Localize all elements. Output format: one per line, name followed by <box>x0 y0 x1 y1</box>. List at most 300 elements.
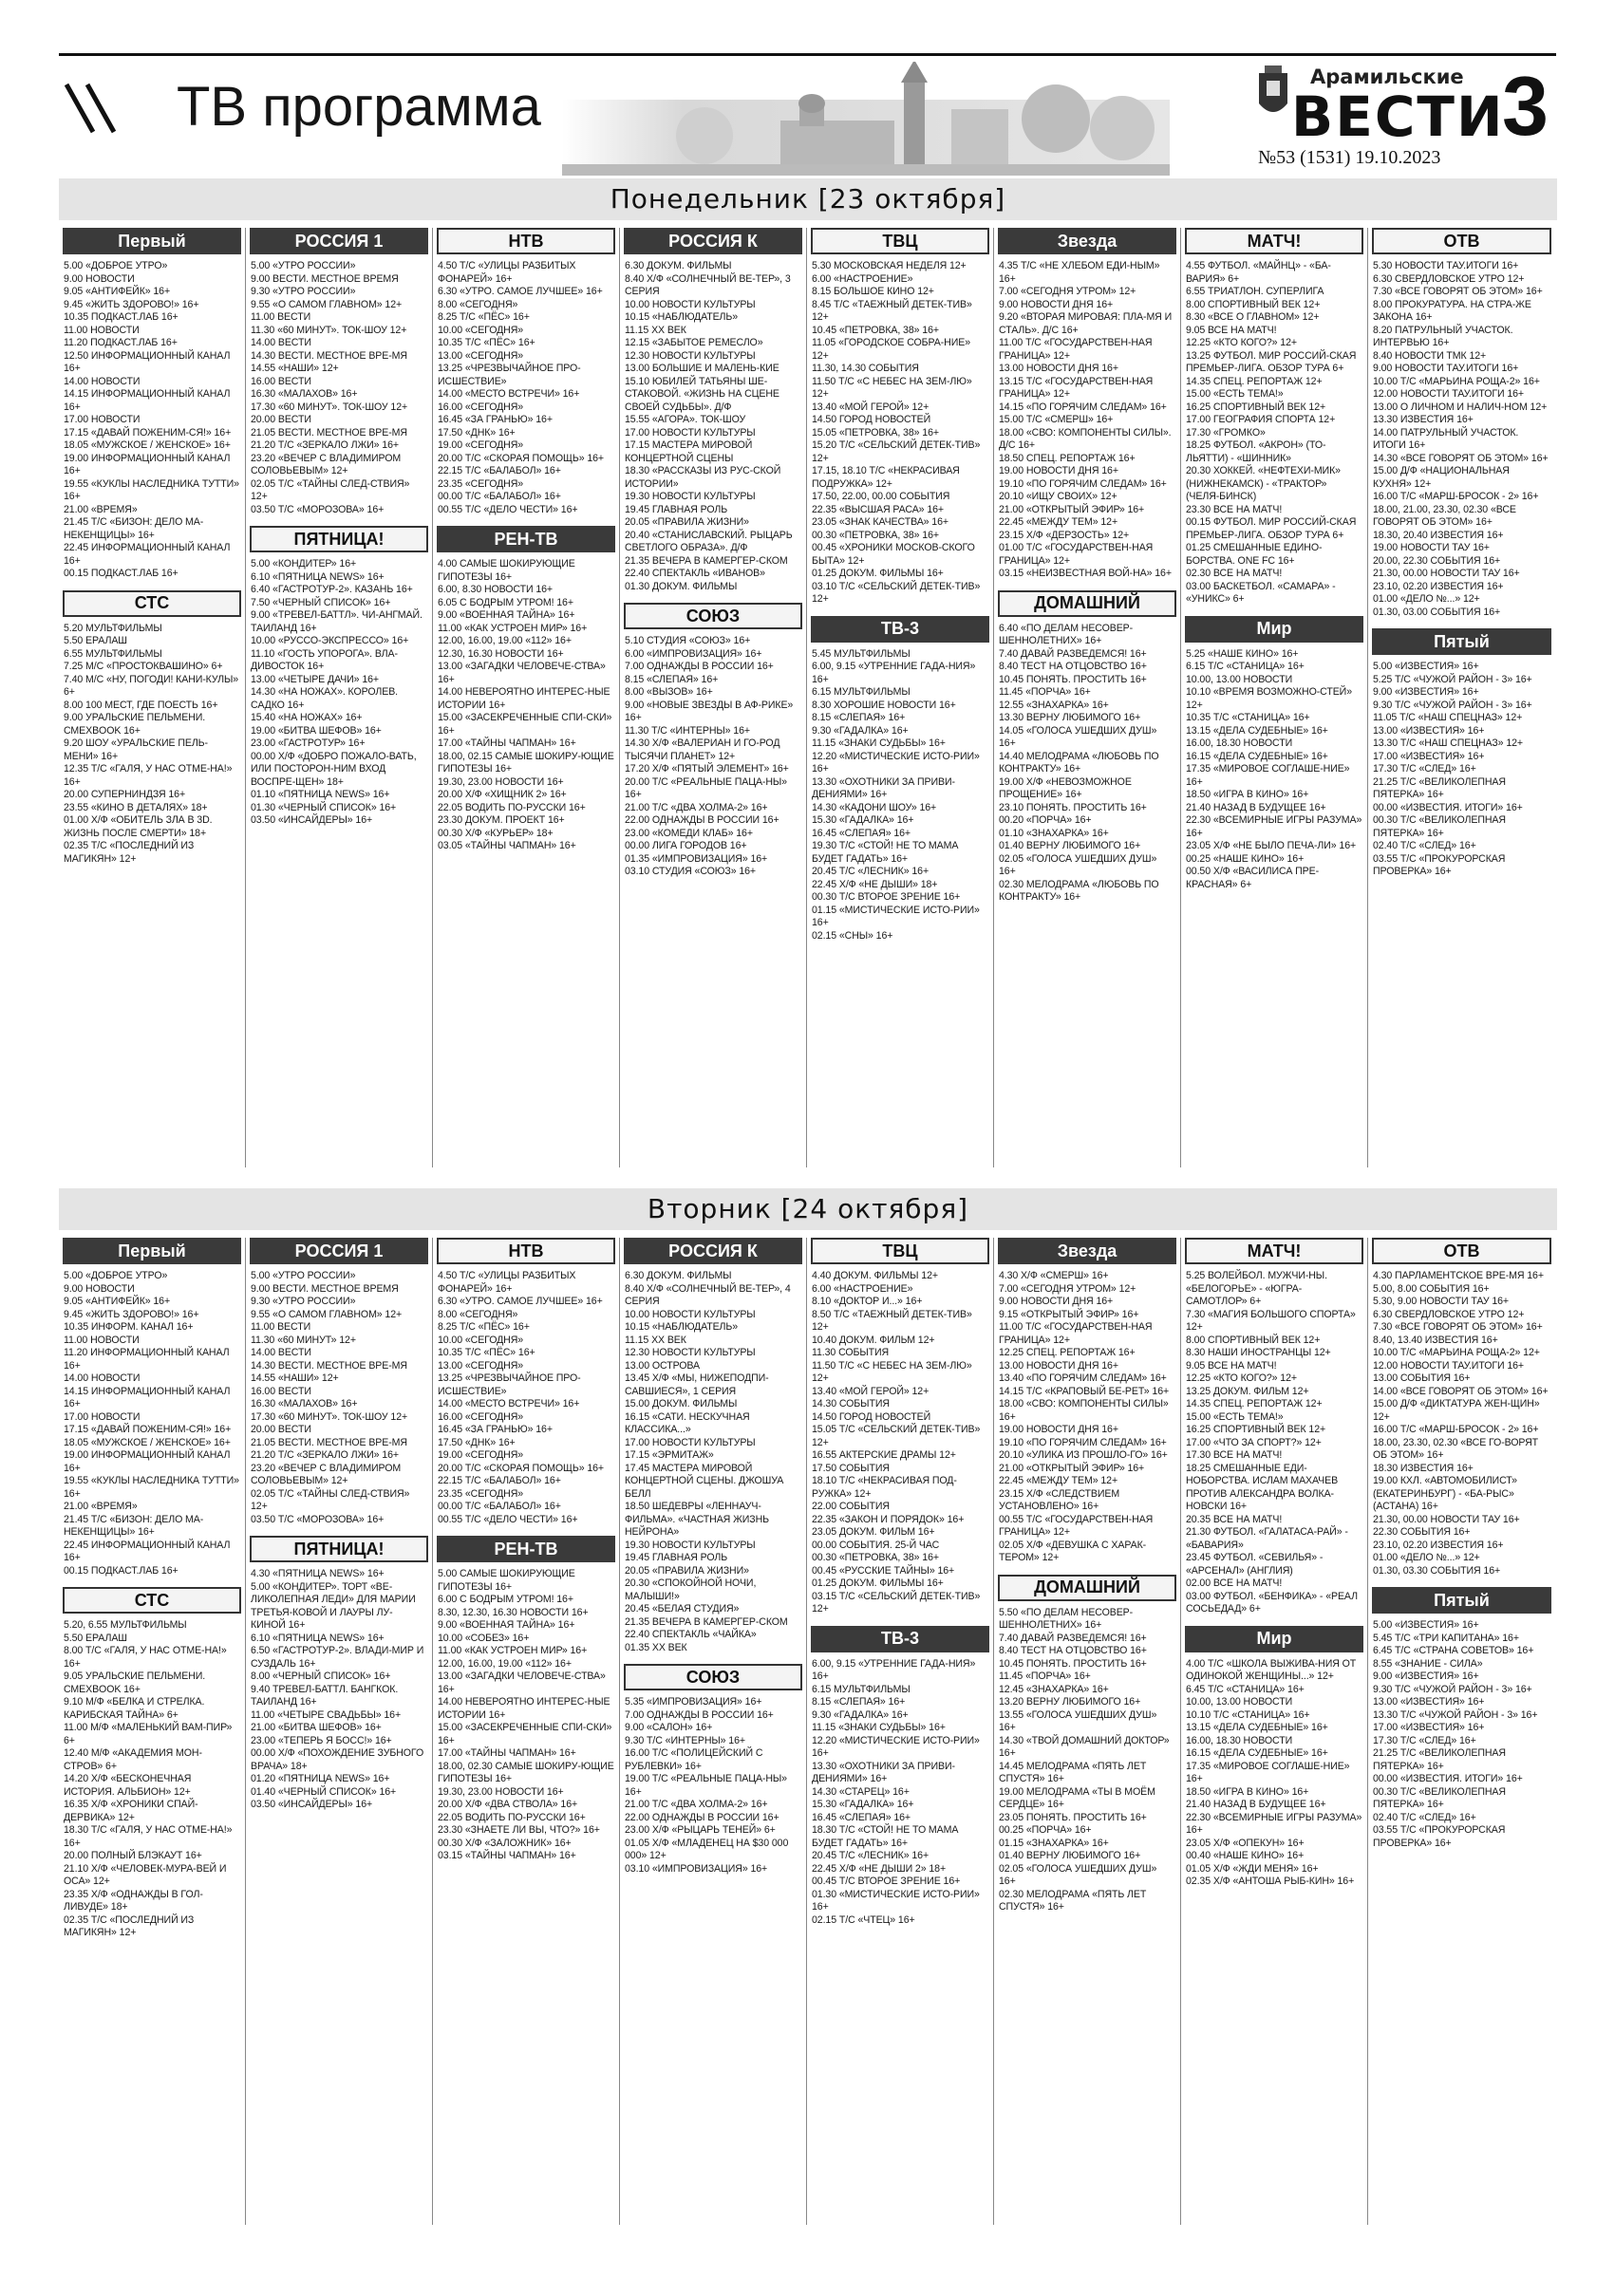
program-item: 19.00 Т/С «РЕАЛЬНЫЕ ПАЦА-НЫ» 16+ <box>625 1773 787 1798</box>
program-item: 19.00 «СЕГОДНЯ» <box>438 439 524 451</box>
program-list <box>62 1619 242 1940</box>
channel-name: РОССИЯ К <box>668 231 758 251</box>
program-item: 21.00 «ОТКРЫТЫЙ ЭФИР» 16+ <box>999 503 1145 515</box>
program-item: 01.35 «ИМПРОВИЗАЦИЯ» 16+ <box>625 852 768 865</box>
program-item: 00.45 «ХРОНИКИ МОСКОВ-СКОГО БЫТА» 12+ <box>812 542 975 567</box>
program-item: 22.15 Т/С «БАЛАБОЛ» 16+ <box>438 465 561 476</box>
program-item: 18.30 «РАССКАЗЫ ИЗ РУС-СКОЙ ИСТОРИИ» <box>625 465 781 490</box>
program-item: 11.50 Т/С «С НЕБЕС НА ЗЕМ-ЛЮ» 12+ <box>812 375 972 400</box>
program-item: 5.50 «ПО ДЕЛАМ НЕСОВЕР-ШЕННОЛЕТНИХ» 16+ <box>999 1606 1134 1631</box>
program-item: 20.00, 22.30 СОБЫТИЯ 16+ <box>1373 554 1501 567</box>
program-item: 21.45 Т/С «БИЗОН: ДЕЛО МА-НЕКЕНЩИЦЫ» 16+ <box>64 516 204 541</box>
program-item: 20.45 «БЕЛАЯ СТУДИЯ» <box>625 1603 740 1615</box>
program-item: 23.30 ВСЕ НА МАТЧ! <box>1186 503 1283 515</box>
program-item: 14.35 СПЕЦ. РЕПОРТАЖ 12+ <box>1186 1398 1323 1409</box>
program-item: 13.00 О ЛИЧНОМ И НАЛИЧ-НОМ 12+ <box>1373 401 1548 413</box>
program-item: 14.00 НОВОСТИ <box>64 375 141 387</box>
program-item: 14.15 ИНФОРМАЦИОННЫЙ КАНАЛ 16+ <box>64 388 231 413</box>
program-item: 20.35 ВСЕ НА МАТЧ! <box>1186 1513 1283 1525</box>
program-item: 19.30 Т/С «СТОЙ! НЕ ТО МАМА БУДЕТ ГАДАТЬ» 16+ <box>812 840 959 865</box>
program-item: 00.15 ФУТБОЛ. МИР РОССИЙ-СКАЯ ПРЕМЬЕР-ЛИГА. ОБЗОР ТУРА 6+ <box>1186 516 1357 541</box>
channel-column-отв <box>1368 228 1555 1167</box>
program-item: 17.50, 22.00, 00.00 СОБЫТИЯ <box>812 491 950 502</box>
channel-header-звезда <box>998 228 1176 254</box>
program-list <box>623 635 803 879</box>
program-item: 23.15 Х/Ф «ДЕРЗОСТЬ» 12+ <box>999 529 1130 541</box>
program-item: 11.20 ПОДКАСТ.ЛАБ 16+ <box>64 337 178 348</box>
program-item: 10.35 Т/С «ПЁС» 16+ <box>438 337 535 348</box>
program-item: 18.00 «СВО: КОМПОНЕНТЫ СИЛЫ». Д/С 16+ <box>999 426 1172 451</box>
program-item: 14.00 ВЕСТИ <box>251 337 311 348</box>
channel-header-россия-к <box>624 1238 802 1264</box>
program-item: 13.00 НОВОСТИ ДНЯ 16+ <box>999 1359 1118 1372</box>
program-item: 9.20 ШОУ «УРАЛЬСКИЕ ПЕЛЬ-МЕНИ» 16+ <box>64 737 208 762</box>
channel-header-мир <box>1185 1626 1363 1652</box>
program-item: 10.45 ПОНЯТЬ. ПРОСТИТЬ 16+ <box>999 1657 1147 1670</box>
program-item: 18.00, 02.15 САМЫЕ ШОКИРУ-ЮЩИЕ ГИПОТЕЗЫ 16+ <box>438 750 614 775</box>
program-item: 16.25 СПОРТИВНЫЙ ВЕК 12+ <box>1186 401 1326 413</box>
program-item: 18.05 «МУЖСКОЕ / ЖЕНСКОЕ» 16+ <box>64 1436 231 1448</box>
program-item: 01.10 «ЗНАХАРКА» 16+ <box>999 827 1109 839</box>
program-item: 03.50 «ИНСАЙДЕРЫ» 16+ <box>251 814 373 826</box>
program-item: 02.30 ВСЕ НА МАТЧ! <box>1186 568 1283 579</box>
program-item: 21.00 «БИТВА ШЕФОВ» 16+ <box>251 1722 382 1733</box>
program-item: 12.25 «КТО КОГО?» 12+ <box>1186 337 1297 348</box>
program-item: 9.05 ВСЕ НА МАТЧ! <box>1186 324 1277 336</box>
channel-name: СТС <box>134 593 170 612</box>
program-item: 21.30, 00.00 НОВОСТИ ТАУ 16+ <box>1373 568 1520 579</box>
program-item: 17.35 «МИРОВОЕ СОГЛАШЕ-НИЕ» 16+ <box>1186 763 1350 788</box>
channel-name: РЕН-ТВ <box>494 1539 558 1559</box>
program-item: 9.40 ТРЕВЕЛ-БАТТЛ. БАНГКОК. ТАИЛАНД 16+ <box>251 1683 399 1708</box>
program-item: 18.30 Т/С «ГАЛЯ, У НАС ОТМЕ-НА!» 16+ <box>64 1824 233 1849</box>
program-item: 11.00 «КАК УСТРОЕН МИР» 16+ <box>438 622 588 634</box>
program-list <box>997 623 1177 905</box>
channel-block-мир <box>1184 1626 1364 1889</box>
program-item: 18.30 Т/С «СТОЙ! НЕ ТО МАМА БУДЕТ ГАДАТЬ» 16+ <box>812 1824 959 1849</box>
program-item: 18.00, 02.30 САМЫЕ ШОКИРУ-ЮЩИЕ ГИПОТЕЗЫ 16+ <box>438 1760 614 1784</box>
program-item: 19.00 Х/Ф «НЕВОЗМОЖНОЕ ПРОЩЕНИЕ» 16+ <box>999 775 1132 800</box>
program-item: 23.15 Х/Ф «СЛЕДСТВИЕМ УСТАНОВЛЕНО» 16+ <box>999 1487 1120 1512</box>
channel-name: ОТВ <box>1443 1241 1480 1260</box>
newspaper-logo-small: Арамильские <box>1310 65 1464 88</box>
program-item: 23.05 «ЗНАК КАЧЕСТВА» 16+ <box>812 516 948 528</box>
channel-header-мир <box>1185 616 1363 643</box>
program-item: 01.35 ХХ ВЕК <box>625 1641 687 1653</box>
program-item: 16.00 ВЕСТИ <box>251 1385 311 1397</box>
channel-header-россия-1 <box>250 228 428 254</box>
program-item: 20.00 СУПЕРНИНДЗЯ 16+ <box>64 789 186 800</box>
program-item: 11.00 НОВОСТИ <box>64 1334 140 1346</box>
program-item: 14.00 НОВОСТИ <box>64 1372 141 1384</box>
program-item: 03.00 БАСКЕТБОЛ. «САМАРА» - «УНИКС» 6+ <box>1186 580 1336 605</box>
program-item: 19.30, 23.00 НОВОСТИ 16+ <box>438 775 564 788</box>
program-item: 01.00 Т/С «ГОСУДАРСТВЕН-НАЯ ГРАНИЦА» 12+ <box>999 542 1154 567</box>
program-item: 16.45 «ЗА ГРАНЬЮ» 16+ <box>438 1424 553 1435</box>
program-item: 02.35 Т/С «ПОСЛЕДНИЙ ИЗ МАГИКЯН» 12+ <box>64 840 195 865</box>
program-item: 17.00 НОВОСТИ <box>64 1410 141 1423</box>
channel-block-мир <box>1184 616 1364 892</box>
program-item: 9.30 «УТРО РОССИИ» <box>251 286 356 297</box>
program-item: 10.45 ПОНЯТЬ. ПРОСТИТЬ 16+ <box>999 673 1147 685</box>
program-item: 22.35 «ЗАКОН И ПОРЯДОК» 16+ <box>812 1513 965 1525</box>
channel-header-россия-к <box>624 228 802 254</box>
program-item: 00.25 «ПОРЧА» 16+ <box>999 1824 1092 1836</box>
program-list <box>810 1270 990 1616</box>
channel-name: СОЮЗ <box>685 606 741 625</box>
program-list <box>997 260 1177 581</box>
program-item: 10.00, 13.00 НОВОСТИ <box>1186 1696 1293 1708</box>
program-item: 17.30 Т/С «СЛЕД» 16+ <box>1373 1734 1476 1746</box>
program-item: 6.55 ТРИАТЛОН. СУПЕРЛИГА <box>1186 286 1324 297</box>
program-item: 8.00 СПОРТИВНЫЙ ВЕК 12+ <box>1186 298 1321 310</box>
program-item: 22.00 ОДНАЖДЫ В РОССИИ 16+ <box>625 1811 779 1823</box>
channel-name: СТС <box>134 1590 170 1610</box>
channel-column-твц <box>807 228 994 1167</box>
channel-column-звезда <box>994 1238 1181 2225</box>
program-item: 5.00 «КОНДИТЕР». ТОРТ «ВЕ-ЛИКОЛЕПНАЯ ЛЕДИ» ДЛЯ МАРИИ ТРЕТЬЯ-КОВОЙ И ЛАУРЫ ЛУ-КИНОЙ 16+ <box>251 1580 416 1631</box>
program-list <box>249 260 429 516</box>
program-item: 6.10 «ПЯТНИЦА NEWS» 16+ <box>251 1632 385 1644</box>
program-item: 13.20 ВЕРНУ ЛЮБИМОГО 16+ <box>999 1696 1141 1708</box>
program-list <box>1184 1658 1364 1889</box>
program-item: 11.00 НОВОСТИ <box>64 324 140 336</box>
program-item: 13.25 «ЧРЕЗВЫЧАЙНОЕ ПРО-ИСШЕСТВИЕ» <box>438 363 581 387</box>
program-item: 10.15 «НАБЛЮДАТЕЛЬ» <box>625 311 739 323</box>
program-list <box>1371 1619 1552 1850</box>
program-item: 15.20 Т/С «СЕЛЬСКИЙ ДЕТЕК-ТИВ» 12+ <box>812 439 981 464</box>
program-item: 6.00 «ИМПРОВИЗАЦИЯ» 16+ <box>625 647 762 660</box>
program-item: 6.30 «УТРО. САМОЕ ЛУЧШЕЕ» 16+ <box>438 1296 603 1307</box>
channel-header-союз <box>624 603 802 629</box>
program-item: 9.00 ВЕСТИ. МЕСТНОЕ ВРЕМЯ <box>251 272 399 285</box>
channel-header-домашний <box>998 1575 1176 1601</box>
program-item: 7.00 «СЕГОДНЯ УТРОМ» 12+ <box>999 1282 1136 1295</box>
program-item: 03.15 Т/С «СЕЛЬСКИЙ ДЕТЕК-ТИВ» 12+ <box>812 1590 981 1615</box>
program-item: 22.45 ИНФОРМАЦИОННЫЙ КАНАЛ 16+ <box>64 542 231 567</box>
program-item: 9.00 НОВОСТИ ДНЯ 16+ <box>999 1296 1114 1307</box>
program-item: 11.45 «ПОРЧА» 16+ <box>999 686 1091 698</box>
program-item: 16.00 «СЕГОДНЯ» <box>438 1410 524 1423</box>
channel-header-тв-3 <box>811 616 989 643</box>
channel-header-стс <box>63 590 241 617</box>
program-item: 15.00 ДОКУМ. ФИЛЬМЫ <box>625 1398 738 1409</box>
program-item: 9.05 «АНТИФЕЙК» 16+ <box>64 1296 171 1307</box>
program-list <box>1371 1270 1552 1577</box>
program-item: 12.00, 16.00, 19.00 «112» 16+ <box>438 1657 572 1670</box>
channel-name: Мир <box>1256 1629 1292 1648</box>
program-item: 03.15 «ТАЙНЫ ЧАПМАН» 16+ <box>438 1850 576 1861</box>
program-item: 02.40 Т/С «СЛЕД» 16+ <box>1373 840 1476 851</box>
program-item: 19.00 «БИТВА ШЕФОВ» 16+ <box>251 724 382 737</box>
program-item: 12.55 «ЗНАХАРКА» 16+ <box>999 699 1109 711</box>
program-item: 02.15 Т/С «ЧТЕЦ» 16+ <box>812 1913 915 1926</box>
program-item: 20.40 «СТАНИСЛАВСКИЙ. РЫЦАРЬ СВЕТЛОГО ОБРАЗА». Д/Ф <box>625 529 793 553</box>
program-item: 00.50 Х/Ф «ВАСИЛИСА ПРЕ-КРАСНАЯ» 6+ <box>1186 866 1320 890</box>
channel-header-пятница <box>250 526 428 552</box>
program-item: 10.00 НОВОСТИ КУЛЬТУРЫ <box>625 298 756 310</box>
program-list <box>810 260 990 607</box>
program-item: 7.30 «ВСЕ ГОВОРЯТ ОБ ЭТОМ» 16+ <box>1373 286 1543 297</box>
program-item: 22.00 СОБЫТИЯ <box>812 1501 890 1512</box>
channel-block-рен-тв <box>436 1536 616 1863</box>
program-item: 9.00 «ИЗВЕСТИЯ» 16+ <box>1373 1671 1479 1682</box>
program-item: 16.15 «ДЕЛА СУДЕБНЫЕ» 16+ <box>1186 750 1328 762</box>
program-item: 14.40 МЕЛОДРАМА «ЛЮБОВЬ ПО КОНТРАКТУ» 16+ <box>999 750 1159 775</box>
program-item: 13.30 ИЗВЕСТИЯ 16+ <box>1373 414 1474 425</box>
program-item: 7.25 М/С «ПРОСТОКВАШИНО» 6+ <box>64 661 223 672</box>
program-item: 01.40 ВЕРНУ ЛЮБИМОГО 16+ <box>999 1850 1141 1861</box>
program-item: 9.05 «АНТИФЕЙК» 16+ <box>64 286 171 297</box>
channel-name: НТВ <box>508 231 544 251</box>
program-item: 21.20 Т/С «ЗЕРКАЛО ЛЖИ» 16+ <box>251 1449 399 1461</box>
program-item: 4.30 ПАРЛАМЕНТСКОЕ ВРЕ-МЯ 16+ <box>1373 1270 1544 1281</box>
program-item: 9.00 «ВОЕННАЯ ТАЙНА» 16+ <box>438 609 575 621</box>
program-item: 02.30 МЕЛОДРАМА «ЛЮБОВЬ ПО КОНТРАКТУ» 16+ <box>999 878 1159 903</box>
program-item: 4.50 Т/С «УЛИЦЫ РАЗБИТЫХ ФОНАРЕЙ» 16+ <box>438 1270 576 1295</box>
program-item: 11.00 М/Ф «МАЛЕНЬКИЙ ВАМ-ПИР» 6+ <box>64 1722 233 1746</box>
program-item: 6.00 «НАСТРОЕНИЕ» <box>812 1282 913 1295</box>
program-item: 10.00 Т/С «МАРЬИНА РОЩА-2» 16+ <box>1373 375 1540 387</box>
channel-name: РОССИЯ 1 <box>294 231 384 251</box>
program-list <box>62 623 242 867</box>
program-item: 12.00, 16.00, 19.00 «112» 16+ <box>438 635 572 646</box>
program-item: 23.20 «ВЕЧЕР С ВЛАДИМИРОМ СОЛОВЬЕВЫМ» 12+ <box>251 1462 402 1486</box>
program-item: 5.45 Т/С «ТРИ КАПИТАНА» 16+ <box>1373 1632 1519 1644</box>
program-item: 11.30 «60 МИНУТ» 12+ <box>251 1334 356 1346</box>
program-list <box>436 558 616 853</box>
program-item: 20.10 «ИЩУ СВОИХ» 12+ <box>999 491 1117 502</box>
program-item: 14.35 СПЕЦ. РЕПОРТАЖ 12+ <box>1186 375 1323 387</box>
program-item: 21.05 ВЕСТИ. МЕСТНОЕ ВРЕ-МЯ <box>251 1436 407 1448</box>
program-item: 5.50 ЕРАЛАШ <box>64 635 127 646</box>
program-item: 9.00 НОВОСТИ ДНЯ 16+ <box>999 298 1114 310</box>
program-item: 11.10 «ГОСТЬ УПОРОГА». ВЛА-ДИВОСТОК 16+ <box>251 647 398 672</box>
program-item: 00.30 Т/С «ВЕЛИКОЛЕПНАЯ ПЯТЕРКА» 16+ <box>1373 814 1506 839</box>
channel-name: РОССИЯ К <box>668 1241 758 1260</box>
program-item: 4.00 Т/С «ШКОЛА ВЫЖИВА-НИЯ ОТ ОДИНОКОЙ ЖЕНЩИНЫ...» 12+ <box>1186 1657 1357 1682</box>
program-item: 03.50 Т/С «МОРОЗОВА» 16+ <box>251 503 385 515</box>
program-item: 22.45 ИНФОРМАЦИОННЫЙ КАНАЛ 16+ <box>64 1539 231 1563</box>
program-item: 17.15 «ДАВАЙ ПОЖЕНИМ-СЯ!» 16+ <box>64 1424 232 1435</box>
program-item: 6.40 «ПО ДЕЛАМ НЕСОВЕР-ШЕННОЛЕТНИХ» 16+ <box>999 622 1134 646</box>
program-item: 13.00 «ЗАГАДКИ ЧЕЛОВЕЧЕ-СТВА» 16+ <box>438 661 606 685</box>
city-crest-icon <box>1257 65 1289 122</box>
program-item: 03.50 «ИНСАЙДЕРЫ» 16+ <box>251 1799 373 1810</box>
program-item: 13.45 Х/Ф «МЫ, НИЖЕПОДПИ-САВШИЕСЯ», 1 СЕРИЯ <box>625 1372 769 1397</box>
program-item: 12.50 ИНФОРМАЦИОННЫЙ КАНАЛ 16+ <box>64 349 231 374</box>
program-item: 14.15 ИНФОРМАЦИОННЫЙ КАНАЛ 16+ <box>64 1385 231 1409</box>
program-list <box>436 1568 616 1863</box>
program-item: 17.30 «60 МИНУТ». ТОК-ШОУ 12+ <box>251 401 408 413</box>
program-list <box>623 260 803 593</box>
program-item: 00.30 «ПЕТРОВКА, 38» 16+ <box>812 529 939 541</box>
program-item: 16.00, 18.30 НОВОСТИ <box>1186 737 1293 749</box>
program-item: 6.00, 9.15 «УТРЕННИЕ ГАДА-НИЯ» 16+ <box>812 661 976 685</box>
program-item: 01.00 «ДЕЛО №...» 12+ <box>1373 1552 1480 1563</box>
program-item: 5.45 МУЛЬТФИЛЬМЫ <box>812 647 911 660</box>
program-item: 14.20 Х/Ф «БЕСКОНЕЧНАЯ ИСТОРИЯ. АЛЬБИОН» 12+ <box>64 1773 192 1798</box>
program-item: 14.30 «ТВОЙ ДОМАШНИЙ ДОКТОР» 16+ <box>999 1734 1170 1759</box>
program-item: 10.00 Т/С «МАРЬИНА РОЩА-2» 12+ <box>1373 1347 1540 1358</box>
program-item: 23.05 ДОКУМ. ФИЛЬМ 16+ <box>812 1526 935 1538</box>
program-item: 8.15 «СЛЕПАЯ» 16+ <box>812 712 906 723</box>
program-item: 7.50 «ЧЕРНЫЙ СПИСОК» 16+ <box>251 596 391 608</box>
program-item: 19.00 НОВОСТИ ДНЯ 16+ <box>999 465 1118 476</box>
program-item: 9.00 ВЕСТИ. МЕСТНОЕ ВРЕМЯ <box>251 1282 399 1295</box>
program-item: 11.30, 14.30 СОБЫТИЯ <box>812 363 919 374</box>
program-item: 14.55 «НАШИ» 12+ <box>251 363 339 374</box>
program-list <box>249 558 429 828</box>
program-item: 7.30 «МАГИЯ БОЛЬШОГО СПОРТА» 12+ <box>1186 1308 1356 1333</box>
day-title-monday: Понедельник [23 октября] <box>59 178 1557 220</box>
program-item: 9.00 УРАЛЬСКИЕ ПЕЛЬМЕНИ. СМЕХBOOK 16+ <box>64 712 206 737</box>
channel-block-пятница <box>249 1536 429 1812</box>
program-item: 10.00, 13.00 НОВОСТИ <box>1186 673 1293 685</box>
program-item: 8.40 ТЕСТ НА ОТЦОВСТВО 16+ <box>999 661 1147 672</box>
program-item: 03.10 «ИМПРОВИЗАЦИЯ» 16+ <box>625 1862 768 1875</box>
program-item: 19.00 НОВОСТИ ДНЯ 16+ <box>999 1424 1118 1435</box>
program-item: 21.10 Х/Ф «ЧЕЛОВЕК-МУРА-ВЕЙ И ОСА» 12+ <box>64 1862 227 1887</box>
program-item: 13.00 СОБЫТИЯ 16+ <box>1373 1372 1471 1384</box>
channel-block-тв-3 <box>810 616 990 943</box>
program-item: 16.45 «СЛЕПАЯ» 16+ <box>812 827 911 839</box>
channel-name: РОССИЯ 1 <box>294 1241 384 1260</box>
program-item: 21.35 ВЕЧЕРА В КАМЕРГЕР-СКОМ <box>625 1615 788 1628</box>
program-list <box>997 1607 1177 1914</box>
program-list <box>436 1270 616 1526</box>
program-item: 13.30 «ОХОТНИКИ ЗА ПРИВИ-ДЕНИЯМИ» 16+ <box>812 775 955 800</box>
program-item: 01.00 «ДЕЛО №...» 12+ <box>1373 593 1480 605</box>
program-item: 10.35 Т/С «СТАНИЦА» 16+ <box>1186 712 1310 723</box>
program-item: 19.45 ГЛАВНАЯ РОЛЬ <box>625 1552 728 1563</box>
program-item: 13.40 «ПО ГОРЯЧИМ СЛЕДАМ» 16+ <box>999 1372 1167 1384</box>
program-item: 10.00 «РУССО-ЭКСПРЕССО» 16+ <box>251 635 409 646</box>
program-item: 5.30 МОСКОВСКАЯ НЕДЕЛЯ 12+ <box>812 260 967 271</box>
program-item: 21.45 Т/С «БИЗОН: ДЕЛО МА-НЕКЕНЩИЦЫ» 16+ <box>64 1513 204 1538</box>
program-item: 15.00 «ЕСТЬ ТЕМА!» <box>1186 388 1284 400</box>
program-item: 8.40, 13.40 ИЗВЕСТИЯ 16+ <box>1373 1334 1498 1346</box>
channel-header-твц <box>811 1238 989 1264</box>
program-item: 20.30 «СПОКОЙНОЙ НОЧИ, МАЛЫШИ!» <box>625 1577 757 1602</box>
program-item: 8.40 Х/Ф «СОЛНЕЧНЫЙ ВЕ-ТЕР», 4 СЕРИЯ <box>625 1282 791 1307</box>
program-item: 16.45 «СЛЕПАЯ» 16+ <box>812 1811 911 1823</box>
newspaper-logo: ВЕСТИ <box>1291 84 1505 149</box>
channel-name: ТВ-3 <box>881 1629 919 1648</box>
program-item: 00.30 Х/Ф «КУРЬЕР» 18+ <box>438 827 554 839</box>
program-item: 14.15 Т/С «КРАПОВЫЙ БЕ-РЕТ» 16+ <box>999 1385 1170 1397</box>
program-item: 17.50 «ДНК» 16+ <box>438 1436 516 1448</box>
program-item: 6.55 МУЛЬТФИЛЬМЫ <box>64 647 162 660</box>
program-item: 03.00 ФУТБОЛ. «БЕНФИКА» - «РЕАЛ СОСЬЕДАД» 6+ <box>1186 1590 1358 1615</box>
program-item: 19.00 ИНФОРМАЦИОННЫЙ КАНАЛ 16+ <box>64 1449 231 1474</box>
program-item: 17.00 «ИЗВЕСТИЯ» 16+ <box>1373 1722 1485 1733</box>
program-item: 4.30 Х/Ф «СМЕРШ» 16+ <box>999 1270 1109 1281</box>
program-item: 12.00 НОВОСТИ ТАУ.ИТОГИ 16+ <box>1373 1359 1525 1372</box>
program-item: 21.40 НАЗАД В БУДУЩЕЕ 16+ <box>1186 1799 1326 1810</box>
program-item: 22.05 ВОДИТЬ ПО-РУССКИ 16+ <box>438 1811 586 1823</box>
program-item: 02.15 «СНЫ» 16+ <box>812 929 893 942</box>
program-item: 20.45 Т/С «ЛЕСНИК» 16+ <box>812 1850 930 1861</box>
program-list <box>1184 648 1364 892</box>
program-list <box>1371 260 1552 619</box>
program-item: 14.00 НЕВЕРОЯТНО ИНТЕРЕС-НЫЕ ИСТОРИИ 16+ <box>438 1696 610 1721</box>
program-item: 13.00 «ИЗВЕСТИЯ» 16+ <box>1373 724 1485 737</box>
channel-header-пятый <box>1372 628 1551 655</box>
program-item: 16.45 «ЗА ГРАНЬЮ» 16+ <box>438 414 553 425</box>
program-item: 18.50 «ИГРА В КИНО» 16+ <box>1186 789 1309 800</box>
program-item: 16.15 «ДЕЛА СУДЕБНЫЕ» 16+ <box>1186 1747 1328 1759</box>
program-item: 15.00 Д/Ф «НАЦИОНАЛЬНАЯ КУХНЯ» 12+ <box>1373 465 1510 490</box>
program-item: 5.00 САМЫЕ ШОКИРУЮЩИЕ ГИПОТЕЗЫ 16+ <box>438 1568 575 1593</box>
program-item: 6.30 «УТРО. САМОЕ ЛУЧШЕЕ» 16+ <box>438 286 603 297</box>
program-item: 00.40 «НАШЕ КИНО» 16+ <box>1186 1850 1305 1861</box>
program-item: 11.00 Т/С «ГОСУДАРСТВЕН-НАЯ ГРАНИЦА» 12+ <box>999 337 1153 362</box>
program-item: 21.40 НАЗАД В БУДУЩЕЕ 16+ <box>1186 801 1326 813</box>
program-item: 6.30 СВЕРДЛОВСКОЕ УТРО 12+ <box>1373 272 1525 285</box>
program-item: 00.30 «ПЕТРОВКА, 38» 16+ <box>812 1552 939 1563</box>
channel-name: Первый <box>118 231 186 251</box>
channel-block-домашний <box>997 1575 1177 1914</box>
program-item: 23.10 ПОНЯТЬ. ПРОСТИТЬ 16+ <box>999 801 1147 813</box>
program-item: 16.25 СПОРТИВНЫЙ ВЕК 12+ <box>1186 1424 1326 1435</box>
program-item: 01.40 «ЧЕРНЫЙ СПИСОК» 16+ <box>251 1785 397 1798</box>
program-item: 8.00 «ЧЕРНЫЙ СПИСОК» 16+ <box>251 1671 391 1682</box>
program-item: 15.55 «АГОРА». ТОК-ШОУ <box>625 414 746 425</box>
program-item: 4.00 САМЫЕ ШОКИРУЮЩИЕ ГИПОТЕЗЫ 16+ <box>438 558 575 583</box>
program-item: 9.10 М/Ф «БЕЛКА И СТРЕЛКА. КАРИБСКАЯ ТАЙНА» 6+ <box>64 1696 205 1721</box>
program-item: 14.00 ПАТРУЛЬНЫЙ УЧАСТОК. ИТОГИ 16+ <box>1373 426 1519 451</box>
program-item: 10.35 ИНФОРМ. КАНАЛ 16+ <box>64 1321 194 1333</box>
program-item: 10.15 «НАБЛЮДАТЕЛЬ» <box>625 1321 739 1333</box>
program-item: 16.15 «САТИ. НЕСКУЧНАЯ КЛАССИКА...» <box>625 1410 750 1435</box>
program-item: 5.25 «НАШЕ КИНО» 16+ <box>1186 647 1299 660</box>
page-number: 3 <box>1502 59 1549 153</box>
program-item: 01.25 СМЕШАННЫЕ ЕДИНО-БОРСТВА. ONE FC 16+ <box>1186 542 1323 567</box>
program-item: 21.30, 00.00 НОВОСТИ ТАУ 16+ <box>1373 1513 1520 1525</box>
program-item: 10.00 «СОБЕЗ» 16+ <box>438 1632 530 1644</box>
program-item: 20.00 Х/Ф «ХИЩНИК 2» 16+ <box>438 789 567 800</box>
program-item: 11.00 «КАК УСТРОЕН МИР» 16+ <box>438 1645 588 1656</box>
program-item: 01.05 Х/Ф «ЖДИ МЕНЯ» 16+ <box>1186 1862 1319 1875</box>
channel-block-пятый <box>1371 628 1552 879</box>
program-item: 11.15 ХХ ВЕК <box>625 324 686 336</box>
program-item: 14.30 СОБЫТИЯ <box>812 1398 890 1409</box>
program-item: 10.45 «ПЕТРОВКА, 38» 16+ <box>812 324 939 336</box>
program-item: 5.00 «ИЗВЕСТИЯ» 16+ <box>1373 661 1479 672</box>
program-item: 13.30 Т/С «ЧУЖОЙ РАЙОН - 3» 16+ <box>1373 1708 1538 1721</box>
program-item: 15.30 «ГАДАЛКА» 16+ <box>812 1799 914 1810</box>
program-list <box>623 1696 803 1876</box>
program-item: 13.00 «ИЗВЕСТИЯ» 16+ <box>1373 1696 1485 1708</box>
channel-header-матч <box>1185 228 1363 254</box>
program-item: 13.30 «ОХОТНИКИ ЗА ПРИВИ-ДЕНИЯМИ» 16+ <box>812 1760 955 1784</box>
channel-header-домашний <box>998 590 1176 617</box>
program-item: 01.25 ДОКУМ. ФИЛЬМЫ 16+ <box>812 568 944 579</box>
program-item: 14.00 «ВСЕ ГОВОРЯТ ОБ ЭТОМ» 16+ <box>1373 1385 1549 1397</box>
program-item: 14.30 «НА НОЖАХ». КОРОЛЕВ. САДКО 16+ <box>251 686 399 711</box>
channel-name: ПЯТНИЦА! <box>293 1539 385 1559</box>
program-item: 22.35 «ВЫСШАЯ РАСА» 16+ <box>812 503 944 515</box>
program-item: 12.25 «КТО КОГО?» 12+ <box>1186 1372 1297 1384</box>
channel-name: Пятый <box>1434 1590 1490 1610</box>
channel-header-союз <box>624 1664 802 1690</box>
program-item: 01.10 «ПЯТНИЦА NEWS» 16+ <box>251 789 390 800</box>
program-item: 00.30 Т/С ВТОРОЕ ЗРЕНИЕ 16+ <box>812 891 961 903</box>
channel-header-отв <box>1372 228 1551 254</box>
channel-header-отв <box>1372 1238 1551 1264</box>
program-item: 23.30 ДОКУМ. ПРОЕКТ 16+ <box>438 814 565 826</box>
